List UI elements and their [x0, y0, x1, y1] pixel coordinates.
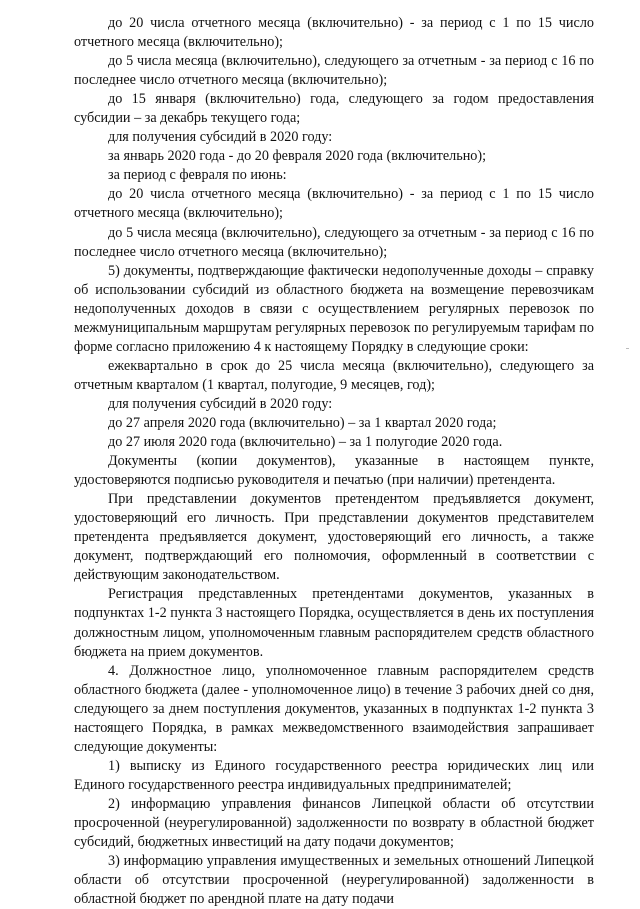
document-page — [74, 14, 594, 909]
paragraph: 2) информацию управления финансов Липецкой области об отсутствии просроченной (неурегулированной) задолженности по возврату в областной бюджет субсидий, бюджетных инвестиций на дату подачи документов; — [74, 795, 594, 851]
paragraph: до 20 числа отчетного месяца (включительно) - за период с 1 по 15 число отчетного месяца (включительно); — [74, 15, 594, 51]
paragraph: до 5 числа месяца (включительно), следующего за отчетным - за период с 16 по последнее число отчетного месяца (включительно); — [74, 53, 594, 89]
paragraph: за период с февраля по июнь: — [108, 167, 287, 184]
paragraph: 1) выписку из Единого государственного реестра юридических лиц или Единого государственного реестра индивидуальных предпринимателей; — [74, 757, 594, 793]
paragraph: до 5 числа месяца (включительно), следующего за отчетным - за период с 16 по последнее число отчетного месяца (включительно); — [74, 224, 594, 260]
paragraph: 5) документы, подтверждающие фактически недополученные доходы – справку об использовании субсидий из областного бюджета на возмещение перевозчикам недополученных доходов в связи с осуществлением регулярных перевозок по межмуниципальным маршрутам регулярных перевозок по регулируемым тарифам по форме согласно приложению 4 к настоящему Порядку в следующие сроки: — [74, 262, 594, 355]
paragraph: ежеквартально в срок до 25 числа месяца (включительно), следующего за отчетным кварталом (1 квартал, полугодие, 9 месяцев, год); — [74, 357, 594, 393]
paragraph: Документы (копии документов), указанные в настоящем пункте, удостоверяются подписью руководителя и печатью (при наличии) претендента. — [74, 453, 594, 489]
paragraph: 4. Должностное лицо, уполномоченное главным распорядителем средств областного бюджета (далее - уполномоченное лицо) в течение 3 рабочих дней со дня, следующего за днем поступления документов, указанных в подпунктах 1-2 пункта 3 настоящего Порядка, в рамках межведомственного взаимодействия запрашивает следующие документы: — [74, 662, 594, 755]
paragraph: до 27 июля 2020 года (включительно) – за 1 полугодие 2020 года. — [108, 434, 503, 451]
paragraph: до 20 числа отчетного месяца (включительно) - за период с 1 по 15 число отчетного месяца (включительно); — [74, 186, 594, 222]
paragraph: Регистрация представленных претендентами документов, указанных в подпунктах 1-2 пункта 3 настоящего Порядка, осуществляется в день их поступления должностным лицом, уполномоченным главным распорядителем средств областного бюджета на прием документов. — [74, 586, 594, 660]
paragraph: 3) информацию управления имущественных и земельных отношений Липецкой области об отсутствии просроченной (неурегулированной) задолженности в областной бюджет по арендной плате на дату подачи — [74, 853, 594, 908]
paragraph: При представлении документов претендентом предъявляется документ, удостоверяющий его личность. При представлении документов представителем претендента предъявляется документ, удостоверяющий его личность, а также документ, подтверждающий его полномочия, оформленный в соответствии с действующим законодательством. — [74, 491, 594, 584]
scan-artifact — [626, 348, 629, 349]
paragraph: для получения субсидий в 2020 году: — [108, 129, 333, 146]
paragraph: для получения субсидий в 2020 году: — [108, 395, 333, 412]
paragraph: до 27 апреля 2020 года (включительно) – за 1 квартал 2020 года; — [108, 414, 497, 431]
paragraph: за январь 2020 года - до 20 февраля 2020 года (включительно); — [108, 148, 487, 165]
paragraph: до 15 января (включительно) года, следующего за годом предоставления субсидии – за декабрь текущего года; — [74, 91, 594, 127]
